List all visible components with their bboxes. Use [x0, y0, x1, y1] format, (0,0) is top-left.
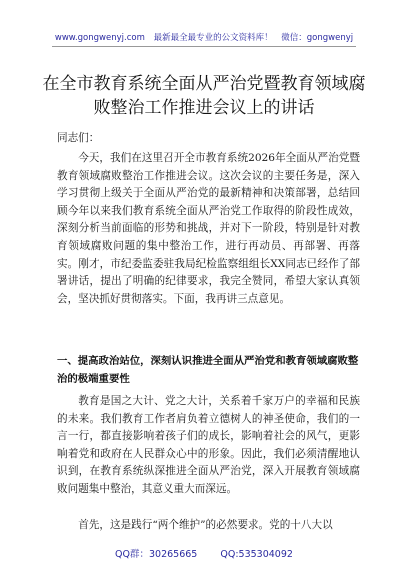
- body-paragraph-1: 今天，我们在这里召开全市教育系统2026年全面从严治党暨教育领域腐败整治工作推进会议。这次会议的主要任务是，深入学习贯彻上级关于全面从严治党的最新精神和决策部署，总结回顾今年以来我们教育系统全面从严治党工作取得的阶段性成效，深刻分析当前面临的形势和挑战，并对下一阶段，特别是针对教育领域腐败问题的集中整治工作，进行再动员、再部署、再落实。刚才，市纪委监委驻我局纪检监察组组长XX同志已经作了部署讲话，提出了明确的纪律要求，我完全赞同，希望大家认真领会，坚决抓好贯彻落实。下面，我再讲三点意见。: [57, 152, 360, 305]
- document-title: 在全市教育系统全面从严治党暨教育领域腐败整治工作推进会议上的讲话: [42, 74, 366, 118]
- body-paragraph-3: 首先，这是践行“两个维护”的必然要求。党的十八大以: [78, 519, 333, 531]
- header-banner: [0, 31, 408, 43]
- header-divider: [52, 46, 356, 47]
- body-paragraph-2: 教育是国之大计、党之大计，关系着千家万户的幸福和民族的未来。我们教育工作者肩负着立德树人的神圣使命，我们的一言一行，都直接影响着孩子们的成长，影响着社会的风气，更影响着党和政府在人民群众心中的形象。因此，我们必须清醒地认识到，在教育系统纵深推进全面从严治党，深入开展教育领域腐败问题集中整治，其意义重大而深远。: [57, 395, 360, 495]
- footer-contact: [0, 546, 408, 560]
- header-slogan: 最新最全最专业的公文资料库！: [153, 33, 273, 43]
- header-wechat: 微信：gongwenyj: [281, 33, 354, 43]
- salutation: 同志们：: [57, 132, 100, 144]
- header-site-link[interactable]: www.gongwenyj.com: [54, 33, 145, 43]
- footer-qq-group: QQ群：30265665: [115, 549, 198, 560]
- section-heading-1: 一、提高政治站位，深刻认识推进全面从严治党和教育领域腐败整治的极端重要性: [57, 355, 359, 385]
- footer-qq: QQ:535304092: [220, 549, 293, 560]
